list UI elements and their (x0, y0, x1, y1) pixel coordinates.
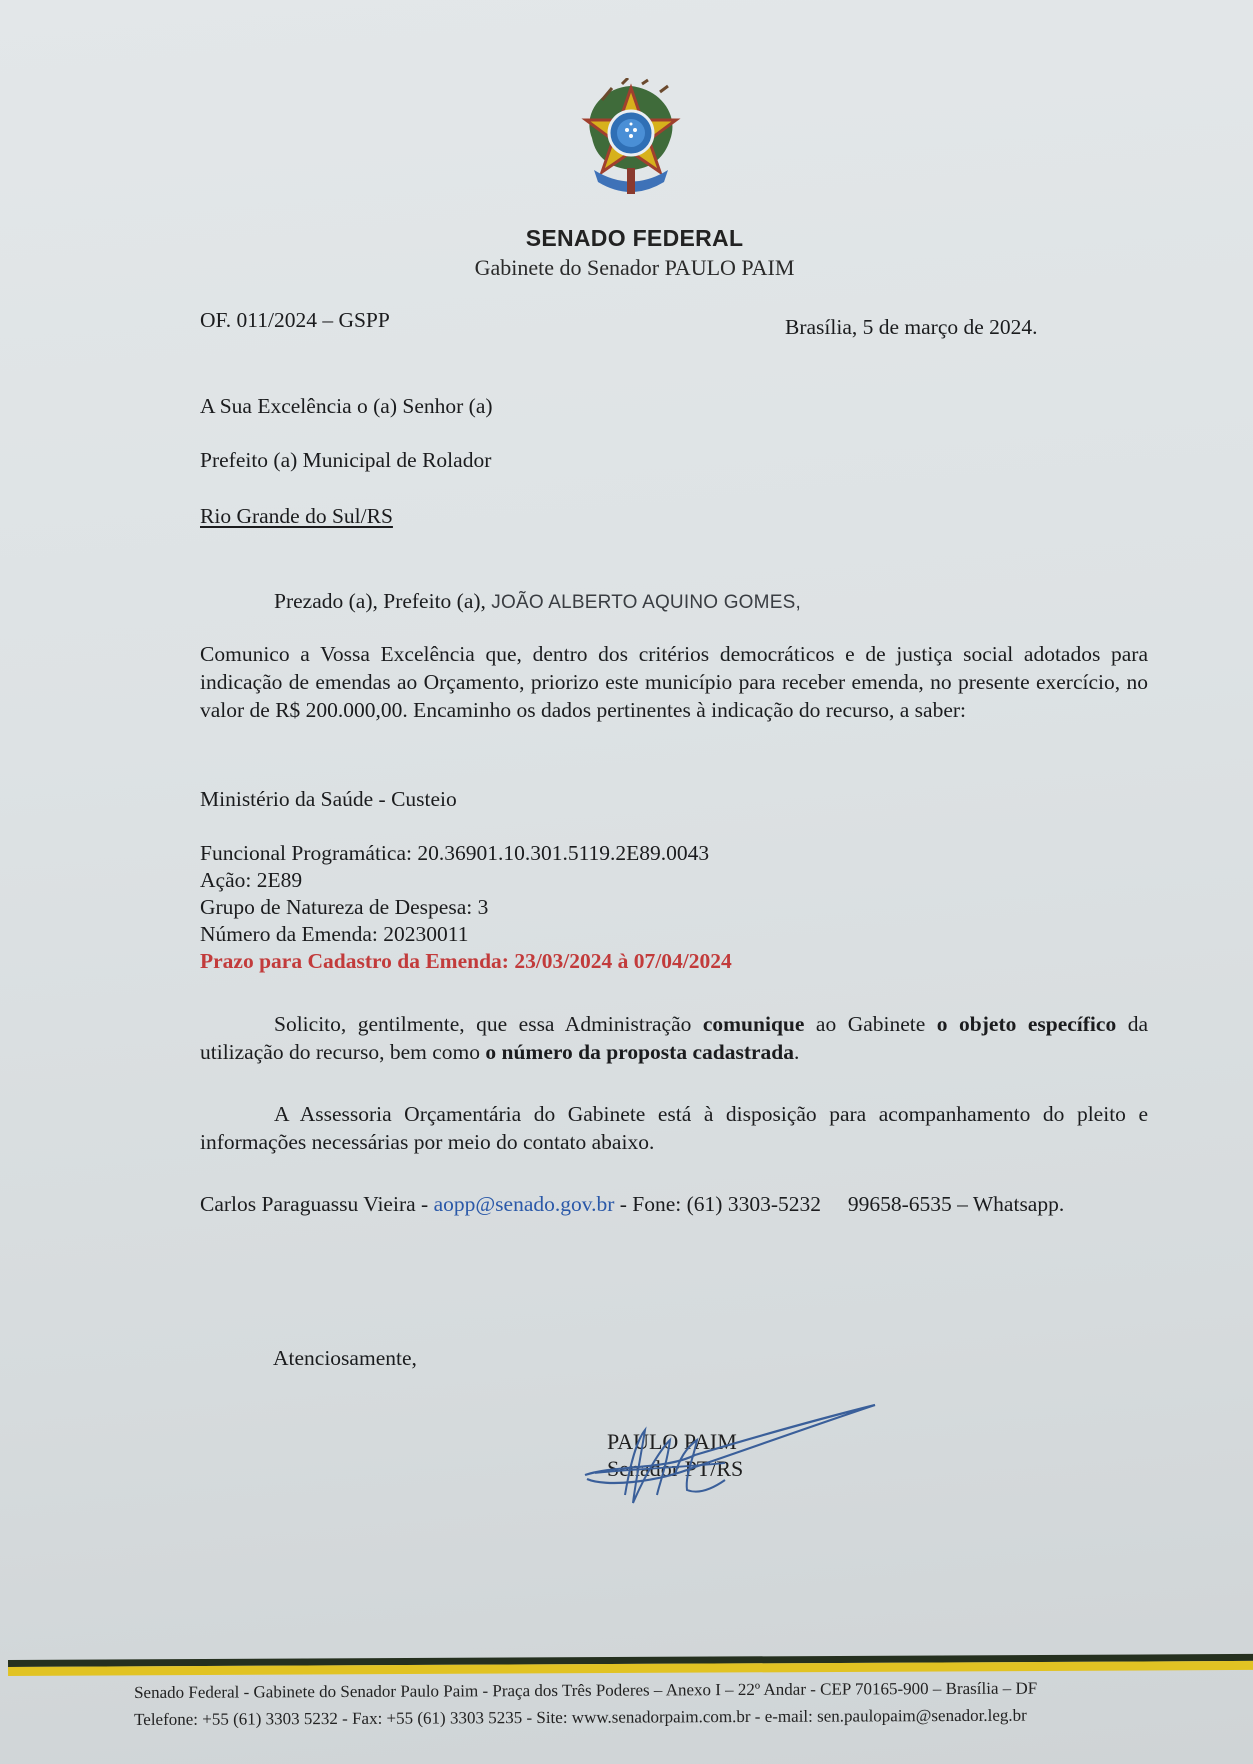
footer-address: Senado Federal - Gabinete do Senador Paulo Paim - Praça dos Três Poderes – Anexo I – 22º Andar - CEP 70165-900 – Brasília – DF (134, 1678, 1038, 1702)
document-reference: OF. 011/2024 – GSPP (200, 308, 390, 332)
addressee-line: Prefeito (a) Municipal de Rolador (200, 448, 492, 472)
greeting-prefix: Prezado (a), Prefeito (a), (274, 589, 486, 613)
funcional-programatica: Funcional Programática: 20.36901.10.301.5119.2E89.0043 (200, 841, 710, 865)
signer-name: PAULO PAIM (607, 1429, 737, 1454)
bold-text: o objeto específico (936, 1012, 1117, 1036)
contact-name: Carlos Paraguassu Vieira - (200, 1192, 434, 1216)
paragraph-request (200, 1010, 1148, 1066)
office-subtitle: Gabinete do Senador PAULO PAIM (474, 255, 795, 280)
footer-stripe (8, 1654, 1253, 1676)
acao: Ação: 2E89 (200, 868, 303, 892)
footer-contacts: Telefone: +55 (61) 3303 5232 - Fax: +55 (61) 3303 5235 - Site: www.senadorpaim.com.br - e-mail: sen.paulopaim@senador.leg.br (134, 1705, 1027, 1729)
contact-info (200, 1190, 1148, 1218)
mayor-name: JOÃO ALBERTO AQUINO GOMES, (491, 592, 801, 613)
brazil-coat-of-arms-icon (572, 78, 690, 200)
institution-title: SENADO FEDERAL (525, 225, 744, 251)
addressee-state: Rio Grande do Sul/RS (200, 504, 393, 528)
numero-emenda: Número da Emenda: 20230011 (200, 922, 469, 946)
place-date: Brasília, 5 de março de 2024. (785, 315, 1038, 339)
contact-phones: - Fone: (61) 3303-5232 99658-6535 – Whatsapp. (614, 1192, 1065, 1216)
amendment-details (200, 840, 732, 975)
handwritten-signature (575, 1395, 885, 1530)
text: da utilização do recurso, bem como (200, 1012, 1149, 1064)
registration-deadline: Prazo para Cadastro da Emenda: 23/03/2024 à 07/04/2024 (200, 949, 732, 973)
bold-text: o número da proposta cadastrada (485, 1040, 794, 1064)
greeting (274, 587, 801, 617)
text: A Assessoria Orçamentária do Gabinete está à disposição para acompanhamento do pleito e informações necessárias por meio do contato abaixo. (200, 1102, 1148, 1154)
contact-email-link[interactable]: aopp@senado.gov.br (433, 1192, 615, 1216)
paragraph-assistance (200, 1100, 1148, 1156)
text: ao Gabinete (804, 1012, 937, 1036)
addressee-line: A Sua Excelência o (a) Senhor (a) (200, 394, 493, 418)
grupo-natureza-despesa: Grupo de Natureza de Despesa: 3 (200, 895, 489, 919)
paragraph-communication: Comunico a Vossa Excelência que, dentro dos critérios democráticos e de justiça social adotados para indicação de emendas ao Orçamento, priorizo este município para receber emenda, no presente exercício, no valor de R$ 200.000,00. Encaminho os dados pertinentes à indicação do recurso, a saber: (200, 642, 1148, 722)
bold-text: comunique (702, 1012, 805, 1036)
signer-title: Senador PT/RS (607, 1456, 744, 1481)
ministry-line: Ministério da Saúde - Custeio (200, 787, 457, 811)
text: . (793, 1040, 800, 1064)
text: Solicito, gentilmente, que essa Administração (274, 1012, 703, 1036)
closing: Atenciosamente, (273, 1346, 417, 1370)
